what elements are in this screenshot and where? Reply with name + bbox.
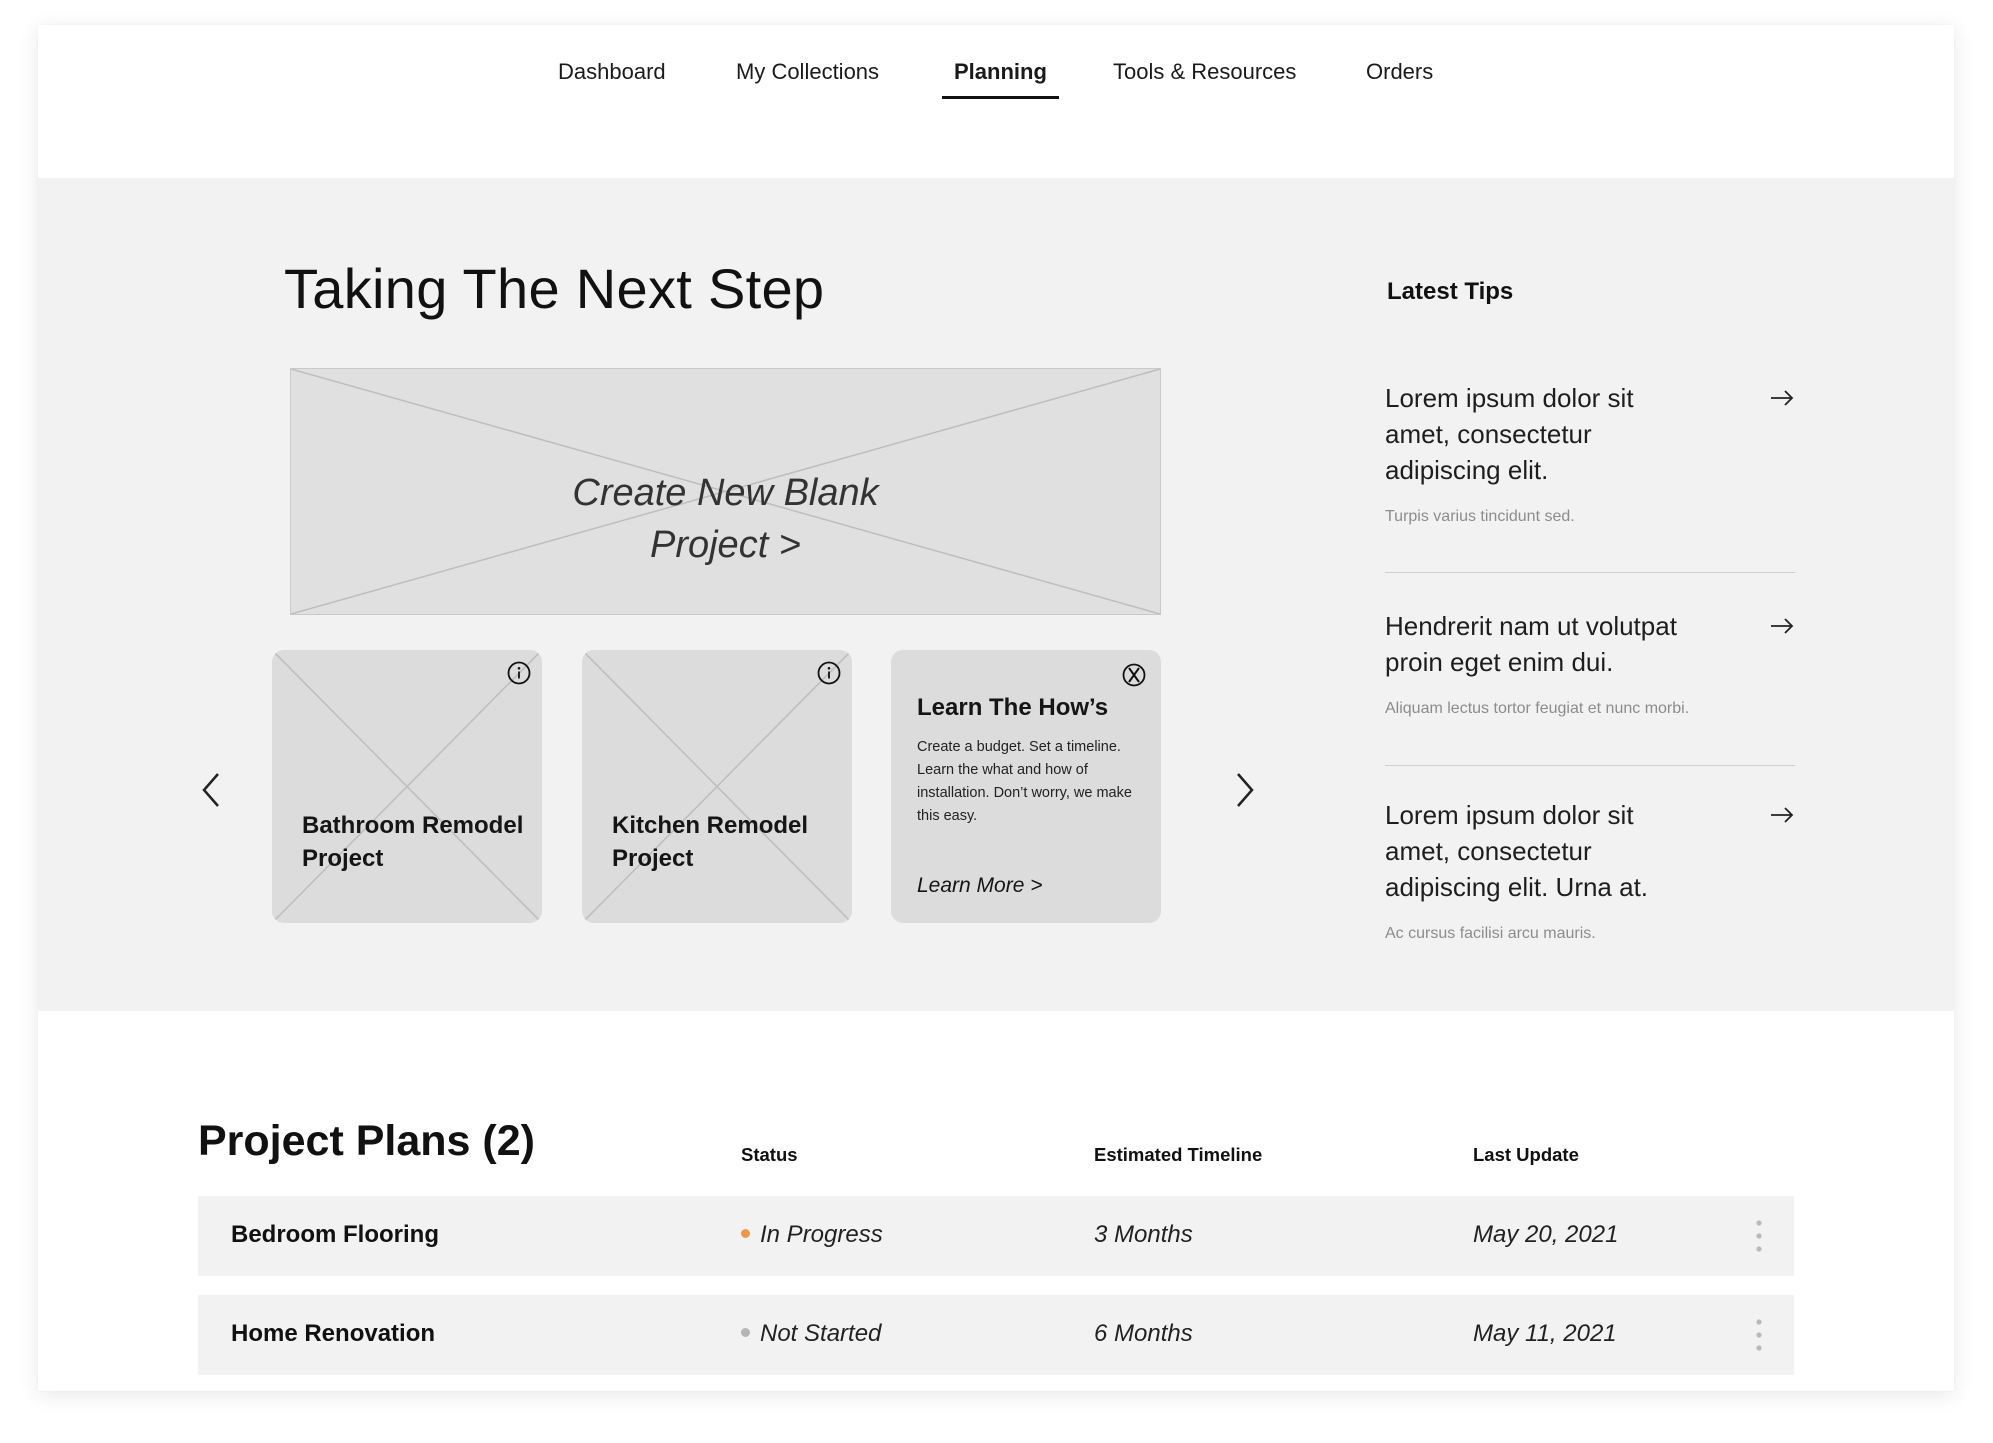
arrow-right-icon[interactable]: [1769, 616, 1795, 636]
status-label: Not Started: [760, 1320, 882, 1347]
arrow-right-icon[interactable]: [1769, 388, 1795, 408]
project-timeline: 3 Months: [1094, 1221, 1193, 1248]
page-frame: [38, 25, 1954, 1391]
table-row[interactable]: [198, 1295, 1794, 1375]
image-placeholder-icon: [272, 650, 542, 923]
tip-title: Lorem ipsum dolor sit amet, consectetur adipiscing elit. Urna at.: [1385, 800, 1649, 902]
nav-my-collections[interactable]: My Collections: [736, 59, 880, 84]
project-last-update: May 11, 2021: [1473, 1320, 1617, 1347]
create-new-project-label: [291, 467, 1160, 571]
table-row[interactable]: [198, 1196, 1794, 1276]
image-placeholder-icon: [582, 650, 852, 923]
project-name: Bedroom Flooring: [231, 1221, 439, 1248]
nav-orders[interactable]: Orders: [1366, 59, 1434, 84]
close-icon[interactable]: [1121, 662, 1147, 688]
column-header-timeline: Estimated Timeline: [1094, 1144, 1263, 1165]
carousel-next-icon[interactable]: [1224, 764, 1264, 816]
learn-more-link[interactable]: Learn More >: [917, 874, 1043, 897]
tip-item[interactable]: [1385, 608, 1795, 718]
tip-title: Hendrerit nam ut volutpat proin eget enim dui.: [1385, 611, 1677, 677]
status-dot-icon: [741, 1328, 750, 1337]
nav-dashboard[interactable]: Dashboard: [558, 59, 666, 84]
info-icon[interactable]: [506, 660, 532, 686]
tip-divider: [1385, 765, 1795, 766]
tip-item[interactable]: [1385, 380, 1795, 526]
tip-title: Lorem ipsum dolor sit amet, consectetur adipiscing elit.: [1385, 383, 1634, 485]
tip-subtitle: Ac cursus facilisi arcu mauris.: [1385, 925, 1596, 942]
create-new-project-button[interactable]: [290, 368, 1161, 615]
create-label-line2: Project >: [649, 524, 802, 566]
project-status: [741, 1221, 883, 1249]
learn-hows-card: [891, 650, 1161, 923]
project-name: Home Renovation: [231, 1320, 436, 1347]
project-card-title: Kitchen Remodel Project: [612, 812, 809, 872]
more-options-icon[interactable]: [1752, 1317, 1766, 1353]
nav-planning[interactable]: [954, 59, 1047, 99]
hero-title: Taking The Next Step: [284, 257, 825, 320]
arrow-right-icon[interactable]: [1769, 805, 1795, 825]
status-dot-icon: [741, 1229, 750, 1238]
project-plans-title: Project Plans (2): [198, 1117, 535, 1165]
tip-subtitle: Aliquam lectus tortor feugiat et nunc morbi.: [1385, 700, 1690, 717]
create-label-line1: Create New Blank: [572, 472, 879, 514]
column-header-status: Status: [741, 1144, 798, 1165]
more-options-icon[interactable]: [1752, 1218, 1766, 1254]
carousel-prev-icon[interactable]: [192, 764, 232, 816]
project-card-kitchen[interactable]: [582, 650, 852, 923]
project-last-update: May 20, 2021: [1473, 1221, 1619, 1248]
learn-card-title: Learn The How’s: [917, 694, 1109, 721]
column-header-last-update: Last Update: [1473, 1144, 1579, 1165]
project-timeline: 6 Months: [1094, 1320, 1193, 1347]
tip-item[interactable]: [1385, 797, 1795, 943]
hero-section: [38, 178, 1954, 1011]
project-status: [741, 1320, 881, 1348]
tip-subtitle: Turpis varius tincidunt sed.: [1385, 508, 1575, 525]
nav-tools-resources[interactable]: Tools & Resources: [1113, 59, 1297, 84]
project-card-bathroom[interactable]: [272, 650, 542, 923]
learn-card-description: Create a budget. Set a timeline. Learn the what and how of installation. Don’t worry, we make this easy.: [917, 739, 1132, 824]
info-icon[interactable]: [816, 660, 842, 686]
active-tab-underline: [942, 96, 1059, 99]
latest-tips-heading: Latest Tips: [1387, 278, 1514, 305]
nav-planning-label: Planning: [954, 59, 1047, 84]
tip-divider: [1385, 572, 1795, 573]
project-card-title: Bathroom Remodel Project: [302, 812, 524, 872]
top-nav: [38, 25, 1954, 178]
status-label: In Progress: [760, 1221, 883, 1248]
